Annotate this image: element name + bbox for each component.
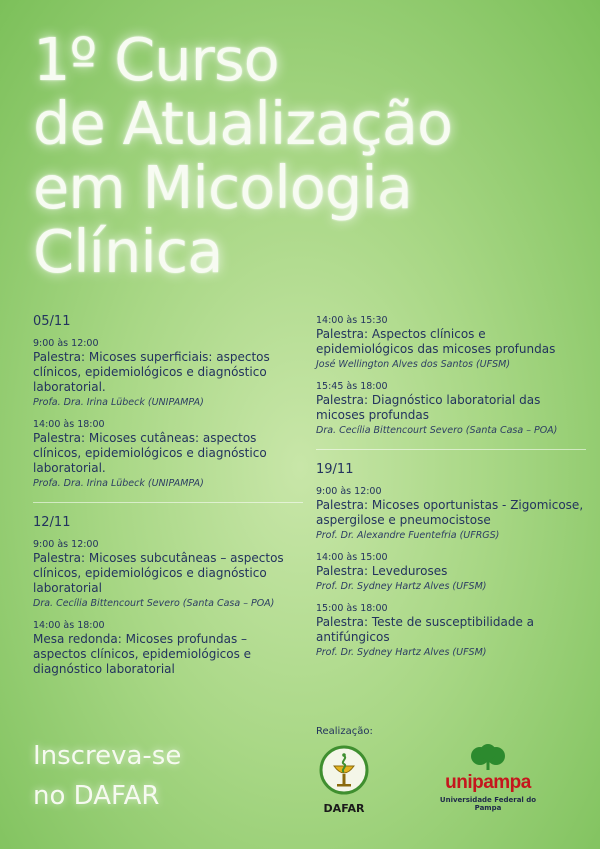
- entry-time: 9:00 às 12:00: [316, 486, 382, 497]
- schedule-left-column: [33, 314, 303, 686]
- entry-description: Palestra: Teste de susceptibilidade a antifúngicos: [316, 615, 535, 644]
- day-date: 05/11: [33, 314, 71, 329]
- entry-time: 14:00 às 18:00: [33, 620, 105, 631]
- title-line-3: em Micologia: [33, 153, 412, 222]
- entry-time: 14:00 às 15:30: [316, 315, 388, 326]
- entry-description: Palestra: Micoses oportunistas - Zigomicose, aspergilose e pneumocistose: [316, 498, 584, 527]
- entry-time: 15:00 às 18:00: [316, 603, 388, 614]
- divider: [33, 502, 303, 503]
- realizacao-label: Realização:: [316, 726, 373, 737]
- entry-time: 9:00 às 12:00: [33, 539, 99, 550]
- unipampa-subtitle: Universidade Federal do Pampa: [439, 796, 537, 812]
- entry-description: Palestra: Diagnóstico laboratorial das micoses profundas: [316, 393, 541, 422]
- entry-time: 9:00 às 12:00: [33, 338, 99, 349]
- schedule-entry: [316, 551, 586, 593]
- registration-call-to-action: [33, 736, 181, 816]
- schedule-entry: [33, 619, 303, 677]
- entry-time: 15:45 às 18:00: [316, 381, 388, 392]
- title-line-2: de Atualização: [33, 89, 453, 158]
- entry-speaker: Prof. Dr. Sydney Hartz Alves (UFSM): [316, 581, 487, 592]
- dafar-name: DAFAR: [323, 802, 365, 815]
- dafar-logo: [318, 744, 370, 815]
- schedule-entry: [33, 538, 303, 610]
- entry-description: Palestra: Micoses superficiais: aspectos clínicos, epidemiológicos e diagnóstico laboratorial.: [33, 350, 270, 394]
- entry-time: 14:00 às 15:00: [316, 552, 388, 563]
- day-date: 19/11: [316, 462, 354, 477]
- event-title: [33, 25, 453, 286]
- entry-time: 14:00 às 18:00: [33, 419, 105, 430]
- dafar-emblem-icon: [318, 744, 370, 796]
- cta-line-1: Inscreva-se: [33, 741, 182, 771]
- unipampa-wordmark: unipampa: [445, 772, 531, 793]
- schedule-entry: [316, 602, 586, 659]
- schedule-entry: [316, 314, 586, 371]
- schedule-entry: [33, 337, 303, 409]
- entry-description: Mesa redonda: Micoses profundas – aspectos clínicos, epidemiológicos e diagnóstico laboratorial: [33, 632, 252, 676]
- schedule-entry: [316, 380, 586, 437]
- divider: [316, 449, 586, 450]
- entry-speaker: Profa. Dra. Irina Lübeck (UNIPAMPA): [33, 397, 204, 408]
- entry-speaker: Dra. Cecília Bittencourt Severo (Santa Casa – POA): [316, 425, 558, 436]
- schedule-entry: [316, 485, 586, 542]
- entry-speaker: Profa. Dra. Irina Lübeck (UNIPAMPA): [33, 478, 204, 489]
- unipampa-logo: [428, 744, 548, 812]
- title-line-1: 1º Curso: [33, 25, 279, 94]
- title-line-4: Clínica: [33, 217, 223, 286]
- schedule-entry: [33, 418, 303, 490]
- entry-description: Palestra: Aspectos clínicos e epidemiológicos das micoses profundas: [316, 327, 556, 356]
- entry-speaker: Prof. Dr. Sydney Hartz Alves (UFSM): [316, 647, 487, 658]
- entry-speaker: Dra. Cecília Bittencourt Severo (Santa Casa – POA): [33, 598, 275, 609]
- entry-speaker: Prof. Dr. Alexandre Fuentefria (UFRGS): [316, 530, 500, 541]
- entry-description: Palestra: Micoses subcutâneas – aspectos clínicos, epidemiológicos e diagnóstico laboratorial: [33, 551, 284, 595]
- cta-line-2: no DAFAR: [33, 781, 160, 811]
- entry-description: Palestra: Leveduroses: [316, 564, 448, 578]
- entry-description: Palestra: Micoses cutâneas: aspectos clínicos, epidemiológicos e diagnóstico laboratorial.: [33, 431, 267, 475]
- entry-speaker: José Wellington Alves dos Santos (UFSM): [316, 359, 511, 370]
- tree-icon: [468, 744, 508, 770]
- day-date: 12/11: [33, 515, 71, 530]
- schedule-right-column: [316, 314, 586, 668]
